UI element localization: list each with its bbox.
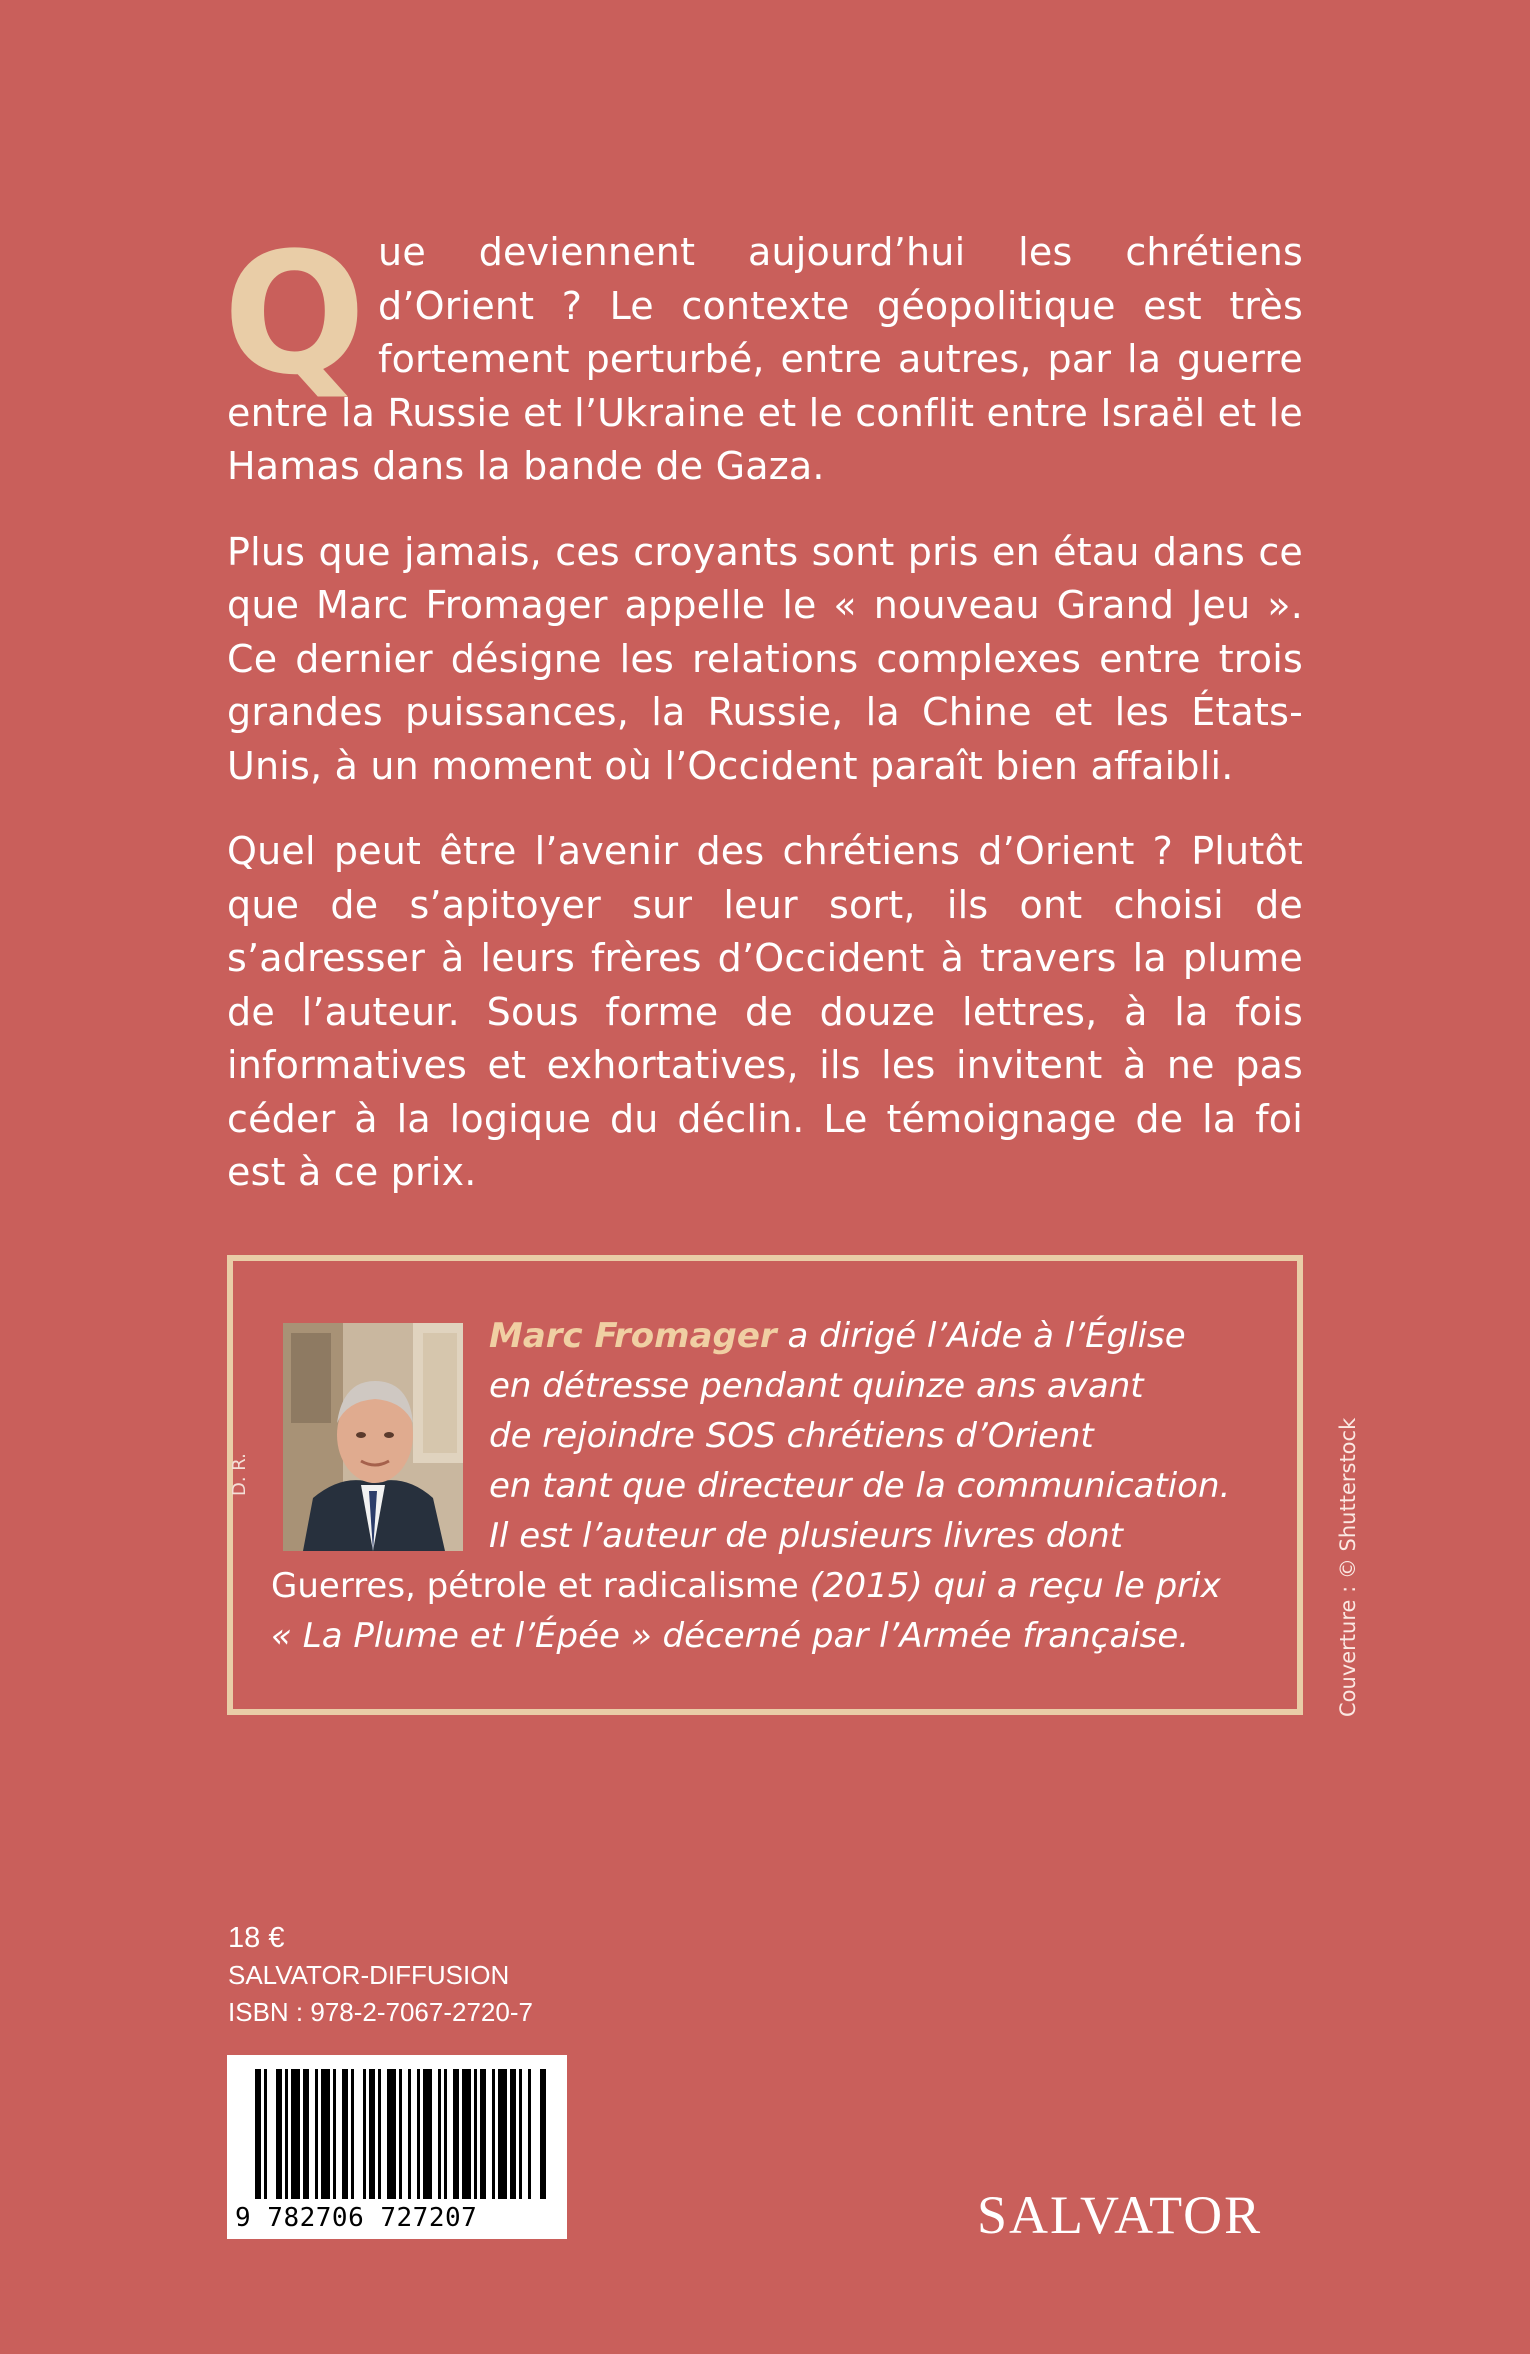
barcode-bar — [264, 2069, 267, 2199]
book-title: Guerres, pétrole et radicalisme — [271, 1566, 799, 1606]
bio-line-4: en tant que directeur de la communication. — [489, 1466, 1231, 1506]
bio-line-6-text: (2015) qui a reçu le prix — [798, 1566, 1221, 1606]
barcode-bar — [444, 2069, 447, 2199]
publisher-logo: SALVATOR — [977, 2185, 1263, 2245]
bio-line-7: « La Plume et l’Épée » décerné par l’Armée française. — [271, 1616, 1190, 1656]
barcode-bar — [453, 2069, 459, 2199]
bio-line-3: de rejoindre SOS chrétiens d’Orient — [489, 1416, 1094, 1456]
author-bio-box — [227, 1255, 1303, 1715]
bio-line-2: en détresse pendant quinze ans avant — [489, 1366, 1144, 1406]
blurb-paragraph-3: Quel peut être l’avenir des chrétiens d’Orient ? Plutôt que de s’apitoyer sur leur sort, ils ont choisi de s’adresser à leurs frères d’Occident à travers la plume de l’auteur. Sous forme de douze lettres, à la fois informatives et exhortatives, ils les invitent à ne pas céder à la logique du déclin. Le témoignage de la foi est à ce prix. — [227, 829, 1303, 1194]
barcode-bar — [369, 2069, 375, 2199]
barcode-bar — [285, 2069, 288, 2199]
barcode-bar — [276, 2069, 282, 2199]
barcode-bar — [321, 2069, 330, 2199]
barcode-bar — [291, 2069, 300, 2199]
dropcap-letter: Q — [223, 216, 367, 412]
barcode-bar — [363, 2069, 366, 2199]
barcode-bar — [423, 2069, 432, 2199]
barcode-bar — [474, 2069, 477, 2199]
author-bio-text — [271, 1311, 1271, 1661]
author-name: Marc Fromager — [489, 1316, 777, 1356]
barcode-bar — [417, 2069, 420, 2199]
bio-line-1-text: a dirigé l’Aide à l’Église — [776, 1316, 1186, 1356]
isbn: ISBN : 978-2-7067-2720-7 — [228, 1997, 533, 2027]
book-info — [228, 1920, 533, 2031]
photo-credit: D. R. — [229, 1453, 250, 1496]
bio-line-5: Il est l’auteur de plusieurs livres dont — [489, 1516, 1123, 1556]
barcode-digits: 9 782706 727207 — [235, 2203, 478, 2233]
barcode-bar — [255, 2069, 261, 2199]
barcode-bar — [333, 2069, 336, 2199]
barcode-bar — [462, 2069, 471, 2199]
bio-line-1 — [271, 1311, 1271, 1361]
barcode-bar — [315, 2069, 318, 2199]
barcode-bar — [498, 2069, 507, 2199]
barcode-bar — [492, 2069, 495, 2199]
cover-credit: Couverture : © Shutterstock — [1336, 1417, 1360, 1717]
barcode — [227, 2055, 567, 2239]
barcode-bar — [480, 2069, 486, 2199]
barcode-bar — [540, 2069, 546, 2199]
price: 18 € — [228, 1922, 285, 1954]
barcode-bar — [438, 2069, 441, 2199]
bio-line-6 — [271, 1561, 1271, 1611]
blurb-paragraph-1 — [223, 216, 1303, 494]
distributor: SALVATOR-DIFFUSION — [228, 1960, 510, 1990]
barcode-bar — [510, 2069, 516, 2199]
barcode-bar — [408, 2069, 411, 2199]
barcode-bar — [528, 2069, 531, 2199]
barcode-bar — [399, 2069, 402, 2199]
barcode-bar — [303, 2069, 309, 2199]
back-cover-blurb — [223, 216, 1303, 1232]
barcode-bar — [351, 2069, 354, 2199]
blurb-paragraph-2: Plus que jamais, ces croyants sont pris en étau dans ce que Marc Fromager appelle le « nouveau Grand Jeu ». Ce dernier désigne les relations complexes entre trois grandes puissances, la Russie, la Chine et les États-Unis, à un moment où l’Occident paraît bien affaibli. — [227, 529, 1303, 788]
barcode-bar — [387, 2069, 396, 2199]
barcode-bar — [342, 2069, 348, 2199]
barcode-bar — [378, 2069, 381, 2199]
barcode-bar — [519, 2069, 522, 2199]
blurb-paragraph-1-text: ue deviennent aujourd’hui les chrétiens d’Orient ? Le contexte géopolitique est très fortement perturbé, entre autres, par la guerre entre la Russie et l’Ukraine et le conflit entre Israël et le Hamas dans la bande de Gaza. — [227, 230, 1303, 488]
